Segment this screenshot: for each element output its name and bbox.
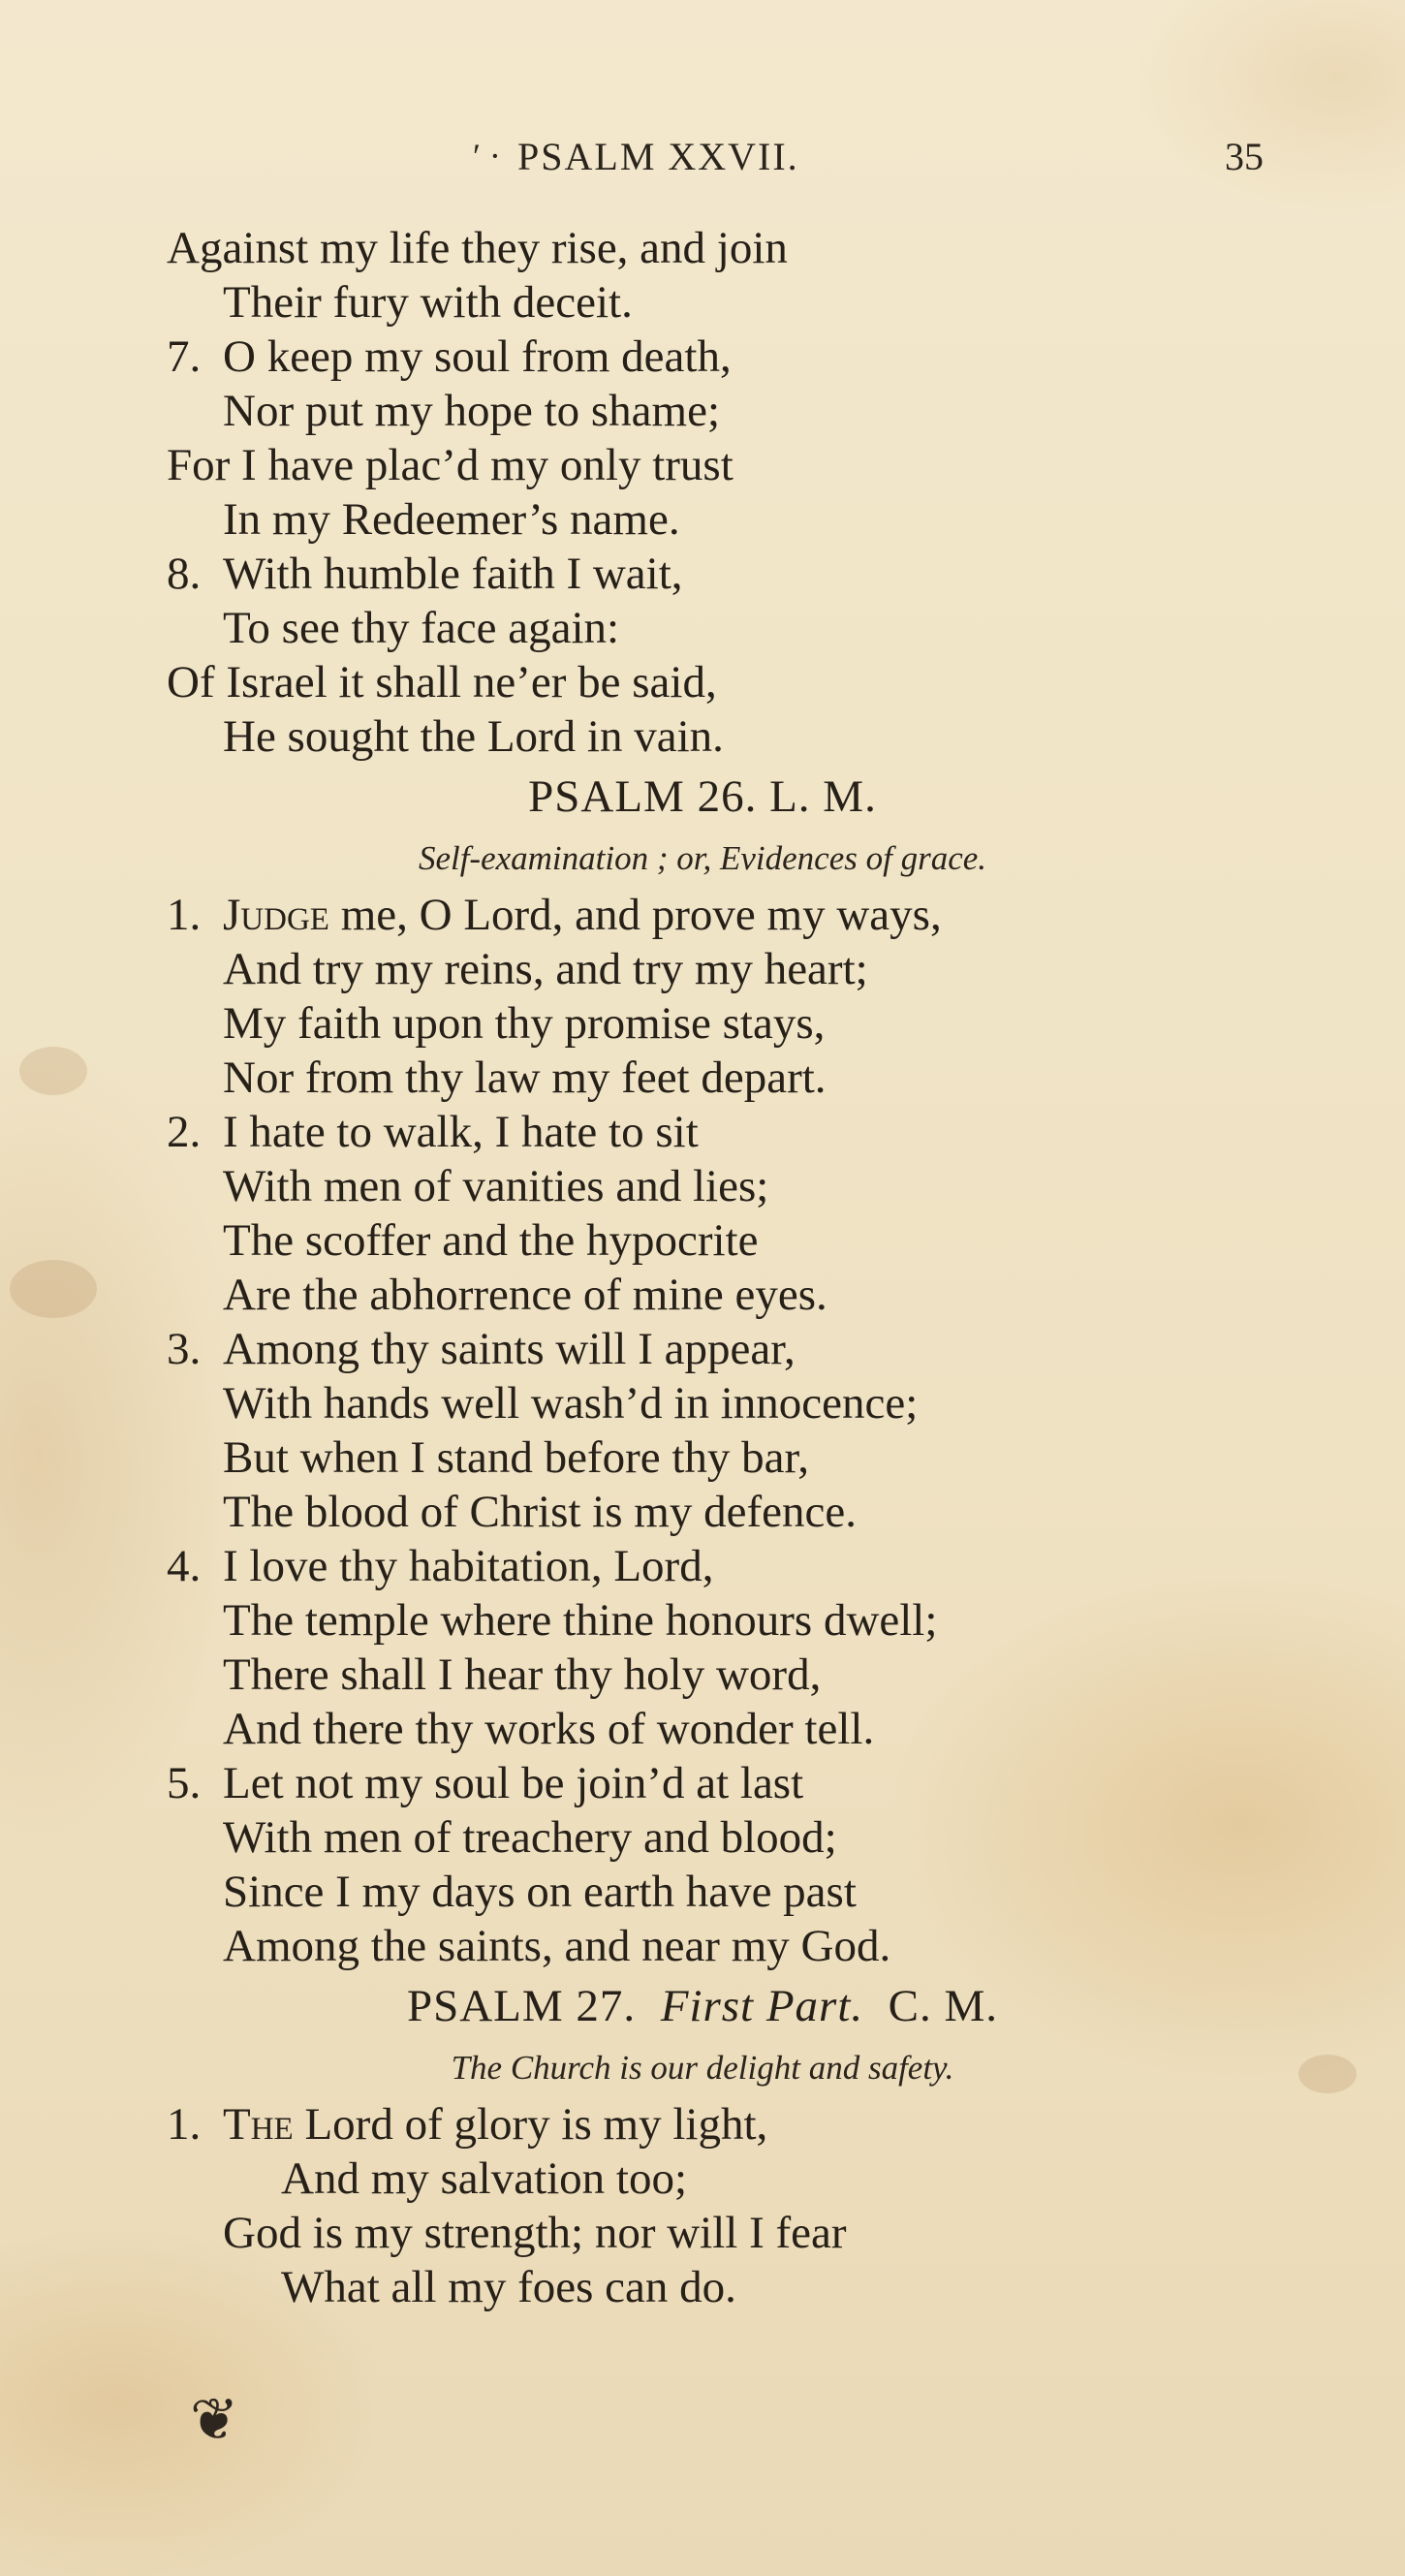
psalm-25-continuation [0,221,1405,764]
verse-lead-word: Judge [223,890,329,940]
verse-text [223,1051,827,1105]
verse-text [223,996,825,1051]
verse-line-text: Let not my soul be join’d at last [223,1758,804,1808]
verse-line [0,2097,1405,2152]
verse-line-text: And there thy works of wonder tell. [223,1704,875,1754]
verse-text [223,888,942,942]
psalm-26-heading: PSALM 26. L. M. [528,771,877,822]
verse-line-text: To see thy face again: [223,603,620,653]
verse-lead-word: The [223,2099,294,2150]
verse-line-text: The scoffer and the hypocrite [223,1215,759,1266]
printer-ornament-icon: ❦ [190,2388,239,2452]
running-title: PSALM XXVII. [517,135,799,178]
verse-line [0,2260,1405,2314]
verse-line-text: My faith upon thy promise stays, [223,998,826,1049]
verse-text [167,438,734,492]
verse-line-text: With humble faith I wait, [223,549,683,599]
verse-line-text: me, O Lord, and prove my ways, [340,890,942,940]
verse-number: 7. [167,331,202,382]
verse-line [0,2206,1405,2260]
verse-line-text: He sought the Lord in vain. [223,711,724,762]
verse-text [223,1593,937,1648]
verse-text [223,1539,713,1593]
page-number: 35 [1225,135,1264,178]
verse-text [223,275,633,330]
verse-text [223,1648,821,1702]
verse-line [0,996,1405,1051]
verse-line-text: But when I stand before thy bar, [223,1432,810,1483]
verse-line [0,1213,1405,1268]
verse-number: 1. [167,2099,202,2150]
verse-line-text: O keep my soul from death, [223,331,732,382]
verse-text [223,1213,758,1268]
verse-line [0,1919,1405,1973]
verse-text [223,1376,918,1430]
verse-line [0,1485,1405,1539]
verse-text [223,709,724,764]
verse-line-text: God is my strength; nor will I fear [223,2208,847,2258]
verse-text [167,221,788,275]
verse-text [223,1919,890,1973]
verse-line-text: Against my life they rise, and join [167,223,788,273]
verse-line-text: And try my reins, and try my heart; [223,944,868,994]
verse-line [0,1810,1405,1865]
verse-line [0,1159,1405,1213]
verse-text [223,2097,767,2152]
verse-line-text: With hands well wash’d in innocence; [223,1378,919,1429]
verse-line-text: Among thy saints will I appear, [223,1324,796,1374]
verse-line-text: Since I my days on earth have past [223,1867,857,1917]
verse-line-text: Are the abhorrence of mine eyes. [223,1270,827,1320]
psalm-27-part: First Part. [660,1981,864,2031]
verse-line [0,492,1405,547]
verse-line [0,1648,1405,1702]
verse-text [281,2152,687,2206]
verse-text [223,1485,857,1539]
verse-number: 5. [167,1758,202,1808]
verse-number: 3. [167,1324,202,1374]
verse-text [223,384,720,438]
verse-text [281,2260,736,2314]
verse-line-text: The blood of Christ is my defence. [223,1487,857,1537]
verse-line-text: Nor from thy law my feet depart. [223,1052,827,1103]
verse-line-text: In my Redeemer’s name. [223,494,680,545]
verse-line [0,1430,1405,1485]
verse-text [223,1756,803,1810]
verse-line-text: I hate to walk, I hate to sit [223,1107,699,1157]
verse-text [223,2206,847,2260]
verse-line [0,888,1405,942]
verse-number: 8. [167,549,202,599]
verse-line [0,547,1405,601]
verse-line [0,1268,1405,1322]
verse-line-text: There shall I hear thy holy word, [223,1649,822,1700]
verse-line-text: And my salvation too; [281,2153,688,2204]
verse-line [0,384,1405,438]
verse-text [223,547,683,601]
verse-line [0,330,1405,384]
verse-text [223,601,619,655]
psalm-26-verses [0,888,1405,1973]
psalm-27-heading [0,1973,1405,2039]
psalm-26-subtitle: Self-examination ; or, Evidences of grace. [418,839,987,877]
verse-line-text: I love thy habitation, Lord, [223,1541,714,1591]
verse-line [0,275,1405,330]
verse-line-text: Among the saints, and near my God. [223,1921,891,1971]
page-body [0,221,1405,2314]
verse-text [223,1322,796,1376]
verse-line-text: Their fury with deceit. [223,277,633,328]
verse-line [0,1865,1405,1919]
psalm-27-verses [0,2097,1405,2314]
verse-text [223,1702,874,1756]
verse-line [0,438,1405,492]
verse-line-text: With men of vanities and lies; [223,1161,769,1211]
verse-line [0,221,1405,275]
verse-line [0,1756,1405,1810]
verse-text [223,330,732,384]
verse-line-text: For I have plac’d my only trust [167,440,734,490]
verse-number: 4. [167,1541,202,1591]
verse-number: 1. [167,890,202,940]
verse-text [167,655,717,709]
verse-line-text: Lord of glory is my light, [304,2099,768,2150]
psalm-27-number: PSALM 27. [406,1981,637,2031]
verse-text [223,1430,809,1485]
verse-line-text: The temple where thine honours dwell; [223,1595,938,1646]
verse-line [0,1593,1405,1648]
verse-text [223,1865,857,1919]
psalm-27-meter: C. M. [888,1981,999,2031]
verse-line [0,655,1405,709]
verse-line [0,1051,1405,1105]
verse-text [223,1159,768,1213]
verse-line-text: What all my foes can do. [281,2262,736,2312]
verse-line [0,2152,1405,2206]
verse-number: 2. [167,1107,202,1157]
verse-line [0,1105,1405,1159]
verse-line [0,1376,1405,1430]
verse-text [223,1810,837,1865]
verse-line [0,709,1405,764]
verse-line-text: Of Israel it shall ne’er be said, [167,657,717,707]
verse-text [223,1268,827,1322]
verse-text [223,1105,699,1159]
verse-line [0,1702,1405,1756]
verse-text [223,492,680,547]
verse-line [0,1539,1405,1593]
verse-line [0,942,1405,996]
verse-text [223,942,868,996]
psalm-27-subtitle: The Church is our delight and safety. [451,2049,954,2087]
verse-line-text: Nor put my hope to shame; [223,386,721,436]
verse-line [0,1322,1405,1376]
header-tick-mark: ′ · [473,137,501,175]
verse-line-text: With men of treachery and blood; [223,1812,837,1863]
page-header [0,134,1405,192]
verse-line [0,601,1405,655]
